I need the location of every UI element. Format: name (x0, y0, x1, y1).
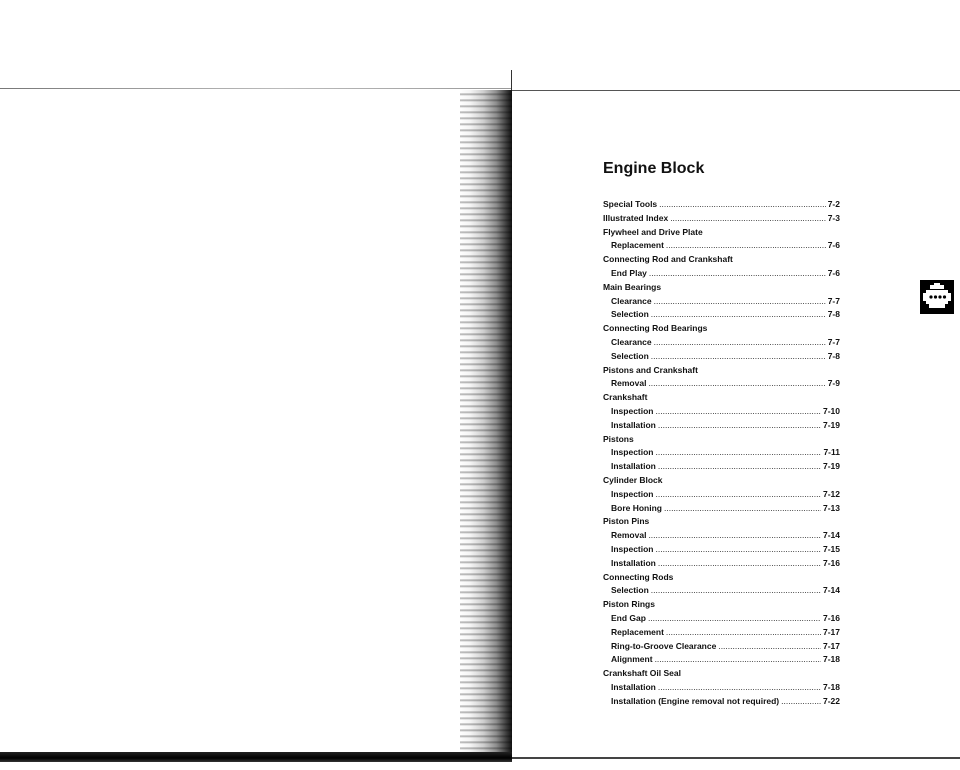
toc-entry[interactable] (603, 502, 840, 516)
bottom-rule-left (0, 752, 512, 762)
toc-label: Alignment (611, 654, 653, 665)
toc-page-number: 7-18 (822, 654, 840, 665)
top-rule-right (512, 90, 960, 91)
toc-entry[interactable] (603, 198, 840, 212)
toc-label: End Play (611, 267, 647, 278)
gutter-tick (511, 70, 512, 90)
toc-entry[interactable] (603, 377, 840, 391)
toc-leader-dots (654, 295, 826, 309)
toc-label: Piston Rings (603, 599, 655, 610)
toc-label: End Gap (611, 612, 646, 623)
toc-label: Piston Pins (603, 516, 650, 527)
toc-entry[interactable] (603, 212, 840, 226)
toc-label: Installation (611, 461, 656, 472)
toc-label: Bore Honing (611, 502, 662, 513)
toc-entry[interactable] (603, 640, 840, 654)
toc-label: Special Tools (603, 199, 658, 209)
toc-leader-dots (651, 308, 826, 322)
toc-section-heading (603, 391, 840, 405)
toc-page-number: 7-19 (822, 461, 840, 472)
toc-leader-dots (658, 419, 821, 433)
toc-entry[interactable] (603, 653, 840, 667)
toc-section-heading (603, 474, 840, 488)
toc-entry[interactable] (603, 446, 840, 460)
toc-entry[interactable] (603, 405, 840, 419)
toc-page-number: 7-14 (822, 585, 840, 596)
toc-section-heading (603, 515, 840, 529)
toc-section-heading (603, 364, 840, 378)
toc-entry[interactable] (603, 529, 840, 543)
toc-leader-dots (649, 267, 826, 281)
toc-leader-dots (658, 460, 821, 474)
toc-page-number: 7-10 (822, 405, 840, 416)
toc-entry[interactable] (603, 419, 840, 433)
toc-label: Removal (611, 378, 647, 389)
toc-entry[interactable] (603, 557, 840, 571)
toc-page-number: 7-7 (827, 295, 840, 306)
toc-leader-dots (655, 653, 821, 667)
toc-label: Crankshaft (603, 392, 648, 403)
toc-leader-dots (658, 557, 821, 571)
toc-leader-dots (664, 502, 821, 516)
toc-page-number: 7-15 (822, 543, 840, 554)
toc-entry[interactable] (603, 612, 840, 626)
toc-page-number: 7-17 (822, 626, 840, 637)
toc-page-number: 7-8 (827, 350, 840, 361)
toc-section-heading (603, 571, 840, 585)
toc-label: Replacement (611, 626, 664, 637)
toc-page-number: 7-8 (827, 309, 840, 320)
toc-label: Selection (611, 350, 649, 361)
toc-entry[interactable] (603, 695, 840, 709)
book-spine-shadow (460, 90, 512, 762)
toc-leader-dots (648, 377, 825, 391)
toc-label: Clearance (611, 336, 652, 347)
toc-entry[interactable] (603, 239, 840, 253)
toc-leader-dots (651, 350, 826, 364)
toc-label: Main Bearings (603, 281, 662, 292)
toc-entry[interactable] (603, 460, 840, 474)
toc-leader-dots (656, 543, 821, 557)
toc-entry[interactable] (603, 267, 840, 281)
toc-page-number: 7-13 (822, 502, 840, 513)
toc-entry[interactable] (603, 681, 840, 695)
toc-page-number: 7-7 (827, 336, 840, 347)
toc-label: Inspection (611, 405, 654, 416)
toc-label: Connecting Rod Bearings (603, 323, 708, 334)
toc-label: Installation (611, 419, 656, 430)
toc-label: Inspection (611, 488, 654, 499)
toc-page-number: 7-17 (822, 640, 840, 651)
toc-label: Selection (611, 585, 649, 596)
toc-label: Installation (611, 557, 656, 568)
toc-leader-dots (648, 529, 821, 543)
toc-leader-dots (648, 612, 821, 626)
toc-page-number: 7-14 (822, 530, 840, 541)
page-title: Engine Block (603, 160, 705, 177)
toc-label: Crankshaft Oil Seal (603, 668, 681, 679)
toc-label: Illustrated Index (603, 212, 669, 223)
toc-label: Pistons (603, 433, 634, 444)
toc-page-number: 7-16 (822, 612, 840, 623)
toc-label: Removal (611, 530, 647, 541)
toc-entry[interactable] (603, 488, 840, 502)
toc-label: Replacement (611, 240, 664, 251)
toc-entry[interactable] (603, 626, 840, 640)
toc-entry[interactable] (603, 350, 840, 364)
toc-section-heading (603, 226, 840, 240)
toc-label: Selection (611, 309, 649, 320)
toc-page-number: 7-9 (827, 378, 840, 389)
toc-label: Installation (Engine removal not required) (611, 695, 780, 706)
toc-leader-dots (666, 626, 821, 640)
table-of-contents (603, 198, 840, 708)
toc-leader-dots (659, 198, 826, 212)
toc-section-heading (603, 598, 840, 612)
toc-label: Clearance (611, 295, 652, 306)
toc-label: Ring-to-Groove Clearance (611, 640, 717, 651)
toc-page-number: 7-3 (827, 212, 840, 223)
toc-label: Pistons and Crankshaft (603, 364, 698, 375)
toc-page-number: 7-12 (822, 488, 840, 499)
toc-entry[interactable] (603, 295, 840, 309)
toc-entry[interactable] (603, 308, 840, 322)
toc-leader-dots (718, 640, 821, 654)
toc-entry[interactable] (603, 336, 840, 350)
toc-leader-dots (654, 336, 826, 350)
toc-label: Inspection (611, 543, 654, 554)
toc-page-number: 7-11 (823, 447, 840, 458)
toc-label: Cylinder Block (603, 474, 663, 485)
toc-section-heading (603, 322, 840, 336)
toc-section-heading (603, 281, 840, 295)
toc-section-heading (603, 433, 840, 447)
toc-leader-dots (670, 212, 826, 226)
toc-page-number: 7-6 (827, 267, 840, 278)
toc-page-number: 7-22 (822, 695, 840, 706)
toc-leader-dots (651, 584, 821, 598)
toc-label: Connecting Rod and Crankshaft (603, 254, 733, 265)
toc-entry[interactable] (603, 543, 840, 557)
toc-page-number: 7-16 (822, 557, 840, 568)
toc-leader-dots (658, 681, 821, 695)
toc-entry[interactable] (603, 584, 840, 598)
toc-label: Flywheel and Drive Plate (603, 226, 703, 237)
engine-icon[interactable] (920, 280, 954, 314)
toc-page-number: 7-18 (822, 681, 840, 692)
toc-page-number: 7-19 (822, 419, 840, 430)
toc-leader-dots (781, 695, 821, 709)
toc-leader-dots (656, 488, 821, 502)
toc-section-heading (603, 253, 840, 267)
toc-page-number: 7-2 (827, 199, 840, 209)
bottom-rule-right (512, 757, 960, 759)
top-rule-left (0, 88, 512, 89)
toc-leader-dots (666, 239, 826, 253)
toc-page-number: 7-6 (827, 240, 840, 251)
toc-leader-dots (656, 446, 822, 460)
toc-leader-dots (656, 405, 821, 419)
toc-label: Connecting Rods (603, 571, 674, 582)
toc-label: Installation (611, 681, 656, 692)
toc-section-heading (603, 667, 840, 681)
toc-label: Inspection (611, 447, 654, 458)
